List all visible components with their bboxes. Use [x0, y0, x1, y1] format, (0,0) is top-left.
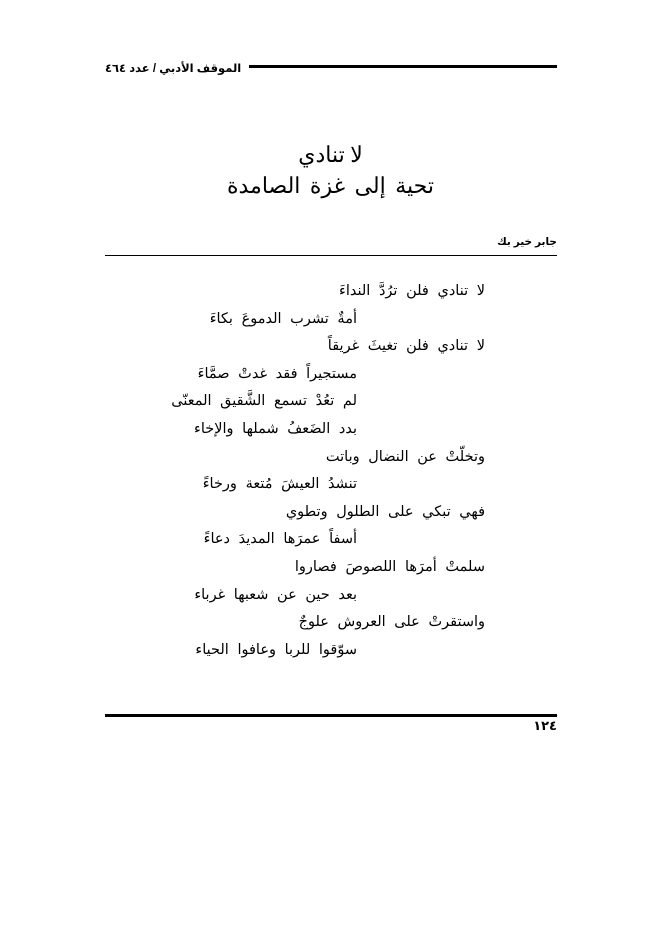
poem-body: [105, 278, 557, 664]
journal-issue-label: الموقف الأدبي / عدد ٤٦٤: [105, 63, 242, 75]
header-divider: [249, 65, 557, 68]
poem-verse: لا تنادي فلن تغيثَ غريقاً: [327, 338, 485, 355]
poem-verse: لم تعُدْ تسمع الشَّقيق المعنّى: [171, 393, 357, 410]
author-divider: [105, 255, 557, 256]
poem-verse: مستجيراً فقد غدتْ صمَّاءَ: [197, 365, 357, 382]
footer-divider: [105, 714, 557, 717]
page-number: ١٢٤: [533, 718, 557, 733]
poem-verse: واستقرتْ على العروش علوجٌ: [298, 614, 485, 631]
title-line-subtitle: تحية إلى غزة الصامدة: [226, 173, 435, 198]
poem-verse: أمةٌ تشرب الدموعَ بكاءَ: [209, 310, 357, 327]
poem-verse: بدد الضَعفُ شملها والإخاء: [194, 420, 357, 437]
poem-verse: وتخلّتْ عن النضال وباتت: [325, 448, 485, 465]
poem-verse: أسفاً عمرَها المديدَ دعاءً: [203, 531, 357, 548]
author-block: [105, 236, 557, 256]
author-name: جابر خير بك: [497, 236, 557, 248]
running-header: [105, 58, 557, 78]
poem-verse: بعد حين عن شعبها غرباء: [194, 586, 357, 603]
poem-verse: سوّقوا للربا وعافوا الحياء: [195, 641, 357, 658]
title-line-primary: لا تنادي: [298, 142, 363, 167]
page-title: [0, 140, 661, 202]
poem-verse: فهي تبكي على الطلول وتطوي: [285, 503, 485, 520]
poem-verse: تنشدُ العيشَ مُتعة ورخاءً: [202, 476, 357, 493]
poem-verse: سلمتْ أمرَها اللصوصَ فصاروا: [294, 558, 485, 575]
poem-verse: لا تنادي فلن ترُدَّ النداءَ: [339, 283, 485, 299]
